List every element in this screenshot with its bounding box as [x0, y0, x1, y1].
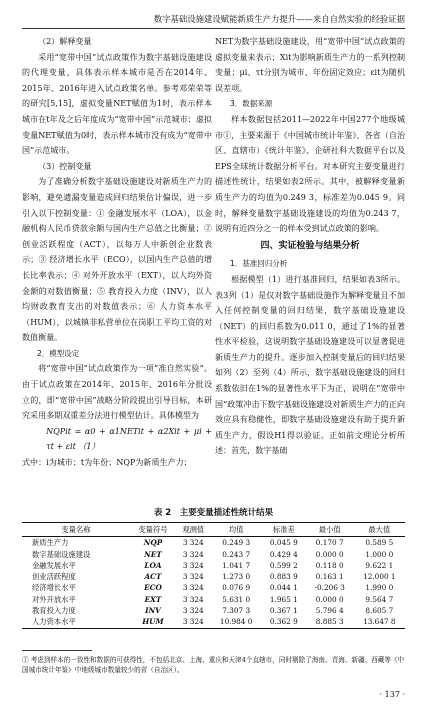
section-heading: 1．基准回归分析 — [230, 259, 288, 269]
table-cell: 0.362 9 — [269, 617, 298, 627]
column-header: 标准差 — [272, 525, 295, 534]
table-body — [22, 537, 405, 628]
column-header: 均值 — [228, 525, 244, 534]
table-cell: 0.000 0 — [315, 594, 344, 604]
table-cell: INV — [145, 606, 161, 616]
table-row — [22, 605, 405, 616]
paragraph: 样本数据包括2011—2022年中国277个地级城市①，主要来源于《中国城市统计年鉴》、各省（自治区、直辖市）《统计年鉴》、企研社科大数据平台以及EPS全球统计数据分析平台。对本研究主要变量进行描述性统计，结果如表2所示。其中，被解释变量新质生产力的均值为0.249 3，标准差为0.045 9。同时，解释变量数字基础设施建设的均值为0.243 7，说明有近四分之一的样本受到试点政策的影响。 — [215, 114, 405, 234]
table-title: 表 2 主要变量描述性统计结果 — [153, 508, 274, 518]
table-cell: 1.990 0 — [365, 583, 394, 593]
paragraph: NET为数字基础设施建设，用“宽带中国”试点政策的虚拟变量来表示；Xit为影响新质生产力的一系列控制变量；μi、τt分别为城市、年份固定效应；εit为随机误差项。 — [215, 37, 405, 93]
table-cell: 经济增长水平 — [32, 583, 76, 593]
footnote: ① 考虑到样本的一致性和数据的可获得性，不包括北京、上海、重庆和天津4个直辖市，同时剔除了海南、青海、新疆、西藏等《中国城市统计年鉴》中地级城市数量较少的省（自治区）。 — [22, 656, 405, 674]
table-cell: NET — [144, 549, 162, 559]
section-heading: （2）解释变量 — [38, 37, 92, 46]
table-cell: 0.883 9 — [269, 572, 298, 582]
section-heading: 2．模型设定 — [37, 348, 80, 358]
table-row — [22, 571, 405, 582]
table-cell: 新质生产力 — [32, 538, 69, 548]
paragraph: 式中：i为城市；t为年份；NQP为新质生产力； — [22, 458, 192, 468]
descriptive-stats-table — [22, 522, 405, 629]
section-heading: 3．数据来源 — [230, 99, 273, 109]
table-cell: 3 324 — [182, 560, 204, 570]
running-header — [22, 12, 405, 29]
table-cell: 3 324 — [182, 594, 204, 604]
table-cell: -0.206 3 — [314, 583, 345, 593]
table-cell: 5.796 4 — [315, 606, 344, 616]
table-cell: 1.273 0 — [222, 572, 251, 582]
column-header: 变量名称 — [61, 525, 91, 534]
table-cell: 创业活跃程度 — [32, 572, 76, 582]
table-cell: ECO — [144, 583, 162, 593]
table-cell: 3 324 — [182, 538, 204, 548]
table-cell: 0.076 9 — [222, 583, 251, 593]
table-cell: 10.984 0 — [219, 617, 253, 627]
table-cell: 8.605 7 — [365, 606, 394, 616]
table-cell: 0.170 7 — [315, 538, 344, 548]
table-cell: 3 324 — [182, 572, 204, 582]
table-row — [22, 537, 405, 549]
table-cell: 0.044 1 — [269, 583, 298, 593]
table-cell: 0.045 9 — [269, 538, 298, 548]
table-cell: 0.000 0 — [315, 549, 344, 559]
table-cell: 8.885 3 — [315, 617, 344, 627]
column-header: 最大值 — [368, 525, 391, 534]
table-cell: 3 324 — [182, 549, 204, 559]
table-cell: 12.000 1 — [363, 572, 396, 582]
table-cell: LOA — [144, 560, 162, 570]
table-cell: 0.429 4 — [269, 549, 298, 559]
page-number: · 137 · — [379, 690, 405, 699]
table-cell: 0.163 1 — [315, 572, 344, 582]
table-cell: 0.599 2 — [269, 560, 298, 570]
table-cell: 3 324 — [182, 606, 204, 616]
paragraph: 采用“宽带中国”试点政策作为数字基础设施建设的代理变量，具体表示样本城市是否在2014年、2015年、2016年进入试点政策名单。参考邓荣荣等的研究[5,15]，虚拟变量NET赋值为1时，表示样本城市在t年及之后年度成为“宽带中国”示范城市；虚拟变量NET赋值为0时，表示样本城市没有成为“宽带中国”示范城市。 — [22, 52, 212, 156]
table-cell: 1.000 0 — [365, 549, 394, 559]
column-header: 最小值 — [318, 525, 341, 534]
table-cell: 金融发展水平 — [32, 560, 76, 570]
running-title: 数字基础设施建设赋能新质生产力提升——来自自然实验的经验证据 — [153, 14, 405, 24]
table-cell: 0.249 3 — [222, 538, 251, 548]
paragraph: 根据模型（1）进行基准回归，结果如表3所示。表3列（1）是仅对数字基础设施作为解释变量且不加入任何控制变量的回归结果，数字基础设施建设（NET）的回归系数为0.011 0，通过了1%的显著性水平检验，这说明数字基础设施建设可以显著促进新质生产力的提升。逐步加入控制变量后的回归结果如列（2）至列（4）所示，数字基础设施建设的回归系数依旧在1%的显著性水平下为正，说明在“宽带中国”政策冲击下数字基础设施建设对新质生产力的正向效应具有稳健性，即数字基础设施建设有助于提升新质生产力，假设H1得以验证。正如前文理论分析所述：首先，数字基础 — [215, 274, 405, 456]
table-row — [22, 549, 405, 560]
table-cell: 9.564 7 — [365, 594, 394, 604]
table-cell: 0.367 1 — [269, 606, 298, 616]
left-column — [22, 34, 212, 471]
table-cell: 3 324 — [182, 583, 204, 593]
column-header: 变量符号 — [138, 525, 168, 534]
table-cell: EXT — [144, 594, 162, 604]
table-cell: 3 324 — [182, 617, 204, 627]
section-heading: 四、实证检验与结果分析 — [260, 240, 360, 251]
table-cell: 9.622 1 — [365, 560, 394, 570]
table-cell: 0.118 0 — [315, 560, 344, 570]
table-cell: 1.965 1 — [269, 594, 298, 604]
table-header-row — [22, 523, 405, 537]
table-cell: 13.647 8 — [363, 617, 396, 627]
column-header: 观测值 — [182, 525, 205, 534]
table-cell: 0.243 7 — [222, 549, 251, 559]
table-row — [22, 560, 405, 571]
table-cell: HUM — [142, 617, 164, 627]
footnote-rule — [22, 650, 92, 651]
equation: NQPit = α0 + α1NETit + α2Xit + μi + τt + εit （1） — [46, 426, 212, 452]
paragraph: 为了准确分析数字基础设施建设对新质生产力的影响，避免遗漏变量造成回归结果估计偏误，进一步引入以下控制变量：① 金融发展水平（LOA），以金融机构人民币贷款余额与国内生产总值之比衡量；② 创业活跃程度（ACT），以每万人中新创企业数表示；③ 经济增长水平（ECO），以国内生产总值的增长比率表示；④ 对外开放水平（EXT），以人均外资金额的对数值衡量；⑤ 教育投入力度（INV），以人均财政教育支出的对数值表示；⑥ 人力资本水平（HUM），以城镇非私营单位在岗职工平均工资的对数值衡量。 — [22, 177, 212, 343]
table-cell: 人力资本水平 — [32, 617, 76, 627]
table-cell: 数字基础设施建设 — [32, 549, 91, 559]
table-cell: 教育投入力度 — [32, 606, 76, 616]
table-cell: 对外开放水平 — [32, 594, 76, 604]
table-cell: 0.589 5 — [365, 538, 394, 548]
table-row — [22, 594, 405, 605]
table-row — [22, 616, 405, 628]
table-cell: ACT — [144, 572, 162, 582]
table-row — [22, 582, 405, 593]
paragraph: 将“宽带中国”试点政策作为一项“准自然实验”。由于试点政策在2014年、2015年、2016年分批设立的，即“宽带中国”战略分阶段提出引导目标，本研究采用多期双重差分法进行模型估计。具体模型为 — [22, 364, 212, 421]
table-cell: 5.631 0 — [222, 594, 251, 604]
table-cell: 1.041 7 — [222, 560, 251, 570]
section-heading: （3）控制变量 — [38, 161, 92, 171]
table-cell: 7.307 3 — [222, 606, 251, 616]
table-cell: NQP — [143, 538, 163, 548]
right-column — [215, 34, 405, 459]
